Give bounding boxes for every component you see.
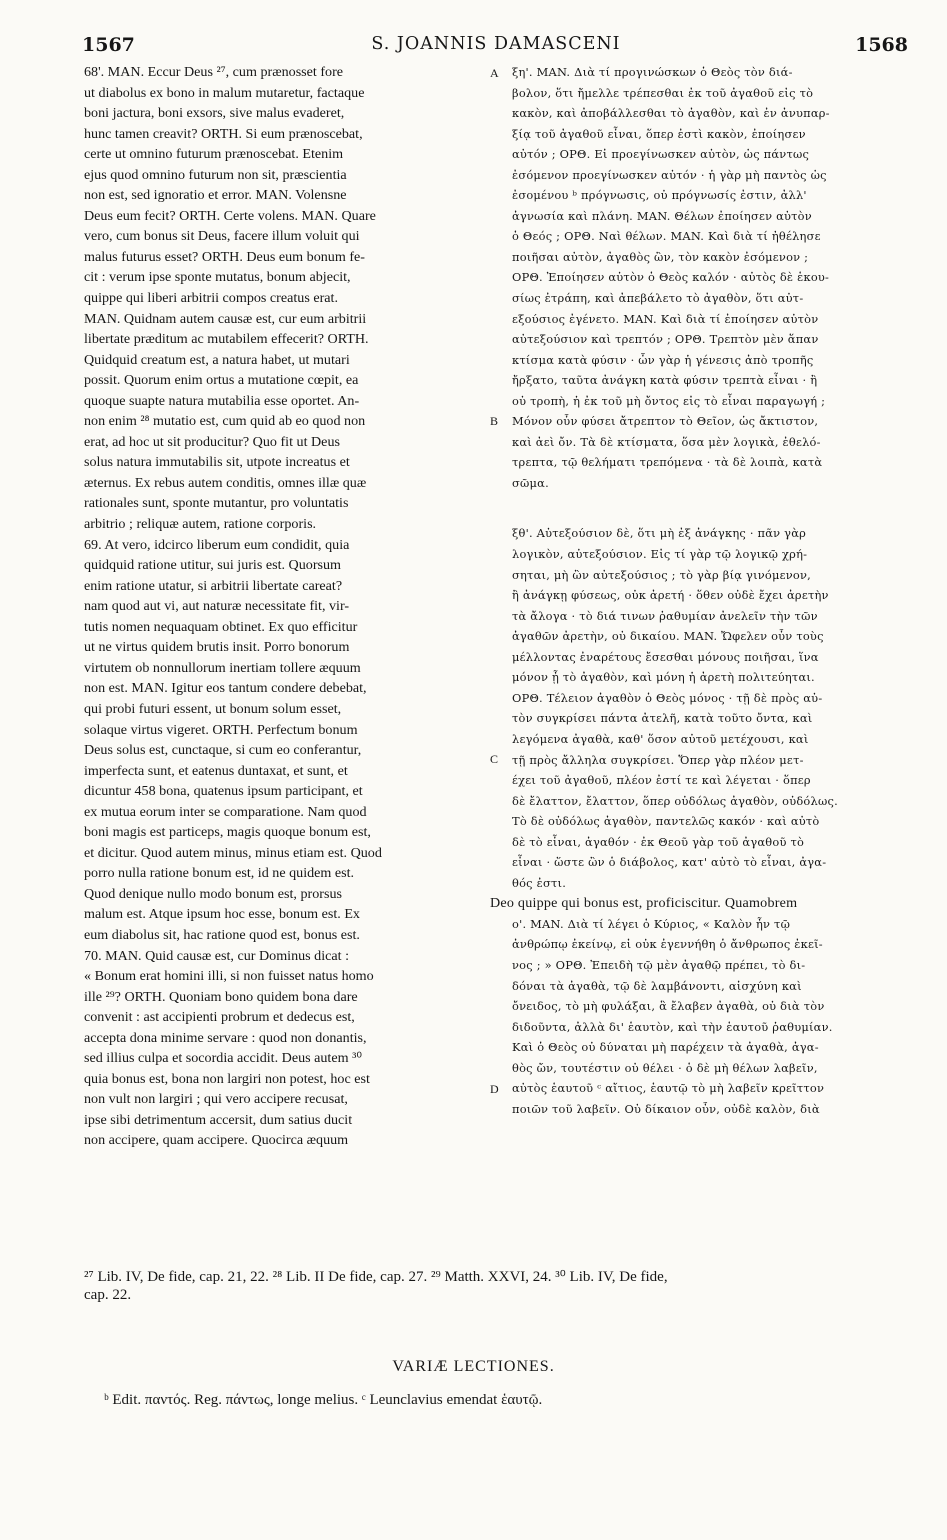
text-line: τὸν συγκρίσει πάντα ἀτελῆ, κατὰ τοῦτο ὄντα, καὶ	[512, 711, 813, 726]
text-line: ut diabolus ex bono in malum mutaretur, factaque	[84, 84, 365, 101]
text-line: λογικὸν, αὐτεξούσιον. Εἰς τί γὰρ τῷ λογικῷ χρή-	[512, 547, 808, 562]
text-line: ἀνθρώπῳ ἐκείνῳ, εἰ οὐκ ἐγεννήθη ὁ ἄνθρωπος ἐκεῖ-	[512, 937, 823, 952]
text-line: θὸς ὤν, τουτέστιν οὐ θέλει · ὁ δὲ μὴ θέλων λαβεῖν,	[512, 1060, 818, 1075]
text-line: ξη'. MAN. Διὰ τί προγινώσκων ὁ Θεὸς τὸν διά-	[512, 65, 793, 79]
text-line: κακὸν, καὶ ἀποβάλλεσθαι τὸ ἀγαθὸν, καὶ ἐν ἀνυπαρ-	[512, 106, 830, 121]
text-line: ΟΡΘ. Τέλειον ἀγαθὸν ὁ Θεὸς μόνος · τῇ δὲ πρὸς αὐ-	[512, 690, 823, 705]
text-line: Deus eum fecit? ORTH. Certe volens. MAN. Quare	[84, 207, 376, 224]
text-line: convenit : ast accipienti probrum et dedecus est,	[84, 1009, 355, 1026]
text-line: libertate præditum ac mutabilem effecerit? ORTH.	[84, 331, 369, 348]
text-line: boni jactura, boni exsors, sive malus evaderet,	[84, 105, 345, 122]
text-line: accepta dona minime servare : quod non donantis,	[84, 1029, 367, 1046]
text-line: nam quod aut vi, aut naturæ necessitate fit, vir-	[84, 598, 350, 615]
text-line: ὁ Θεός ; ΟΡΘ. Ναὶ θέλων. MAN. Καὶ διὰ τί ἠθέλησε	[512, 229, 821, 244]
text-line: virtutem ob nonnullorum inertiam tollere æquum	[84, 659, 361, 676]
greek-column	[490, 62, 912, 1119]
text-line: αὐτεξούσιον καὶ τρεπτόν ; ΟΡΘ. Τρεπτὸν μὲν ἅπαν	[512, 332, 819, 347]
text-line: καὶ ἀεὶ ὄν. Τὰ δὲ κτίσματα, ὅσα μὲν λογικὰ, ἐθελό-	[512, 434, 821, 449]
text-line: et dicitur. Quod autem minus, minus etiam est. Quod	[84, 844, 382, 861]
text-line: certe ut omnino futurum prænoscebat. Etenim	[84, 146, 344, 163]
text-line: imperfecta sunt, et eatenus duntaxat, et sunt, et	[84, 762, 348, 779]
text-line: νος ; » ΟΡΘ. Ἐπειδὴ τῷ μὲν ἀγαθῷ πρέπει, τὸ δι-	[512, 957, 806, 972]
text-line: εξούσιος ἐγένετο. MAN. Καὶ διὰ τί ἐποίησεν αὐτὸν	[512, 311, 819, 326]
text-line: διδοῦντα, ἀλλὰ δι' ἑαυτὸν, καὶ τὴν ἑαυτοῦ ῥαθυμίαν.	[512, 1019, 833, 1034]
text-line: ex mutua eorum inter se comparatione. Nam quod	[84, 803, 367, 820]
text-line: Quidquid creatum est, a natura habet, ut mutari	[84, 351, 350, 368]
text-line: ξθ'. Αὐτεξούσιον δὲ, ὅτι μὴ ἐξ ἀνάγκης · πᾶν γὰρ	[512, 526, 807, 541]
text-line: arbitrio ; reliquæ autem, ratione corporis.	[84, 516, 317, 533]
text-line: ποιῆσαι αὐτὸν, ἀγαθὸς ὢν, τὸν κακὸν ἐσόμενον ;	[512, 249, 809, 264]
footnote-line-1: ²⁷ Lib. IV, De fide, cap. 21, 22. ²⁸ Lib. II De fide, cap. 27. ²⁹ Matth. XXVI, 24. ³⁰ Lib. IV, De fide,	[84, 1269, 668, 1285]
text-line: ξίᾳ τοῦ ἀγαθοῦ εἶναι, ὅπερ ἐστὶ κακὸν, ἐποίησεν	[512, 126, 806, 141]
text-line: ἀγαθῶν ἀρετὴν, οὐ δικαίου. MAN. Ὤφελεν οὖν τοὺς	[512, 629, 824, 644]
text-line: malum est. Atque ipsum hoc esse, bonum est. Ex	[84, 906, 360, 923]
text-line: solaque virtus vigeret. ORTH. Perfectum bonum	[84, 721, 358, 738]
text-line: MAN. Quidnam autem causæ est, cur eum arbitrii	[84, 310, 367, 327]
text-line: δὲ ἔλαττον, ἔλαττον, ὅπερ οὐδόλως ἀγαθὸν, οὐδόλως.	[512, 793, 838, 808]
text-line: ο'. MAN. Διὰ τί λέγει ὁ Κύριος, « Καλὸν ἦν τῷ	[512, 916, 791, 931]
running-title: S. JOANNIS DAMASCENI	[371, 34, 621, 54]
text-line: hunc tamen creavit? ORTH. Si eum prænoscebat,	[84, 125, 363, 142]
text-line: οὐ τροπὴ, ἡ ἐκ τοῦ μὴ ὄντος εἰς τὸ εἶναι παραγωγή ;	[512, 393, 826, 408]
text-line: ἤρξατο, ταῦτα ἀνάγκη κατὰ φύσιν τρεπτὰ εἶναι · ἢ	[512, 373, 818, 388]
text-line: non accipere, quam accipere. Quocirca æquum	[84, 1132, 349, 1149]
margin-marker-c: C	[490, 752, 499, 766]
text-line: 70. MAN. Quid causæ est, cur Dominus dicat :	[84, 947, 350, 964]
margin-marker-d: D	[490, 1082, 499, 1096]
text-line: ille ²⁹? ORTH. Quoniam bono quidem bona dare	[84, 988, 358, 1005]
page-number-left: 1567	[82, 34, 135, 56]
text-line: vero, cum bonus sit Deus, facere illum voluit qui	[84, 228, 360, 245]
text-line: « Bonum erat homini illi, si non fuisset natus homo	[84, 968, 374, 985]
text-line: σηται, μὴ ὢν αὐτεξούσιος ; τὸ γὰρ βίᾳ γινόμενον,	[512, 567, 812, 582]
text-line: quia bonus est, bona non largiri non potest, hoc est	[84, 1070, 370, 1087]
text-line: non est, sed ignoratio et error. MAN. Volensne	[84, 187, 347, 204]
text-line: ut ne virtus quidem brutis insit. Porro bonorum	[84, 639, 350, 656]
text-line: τὰ ἄλογα · τὸ διά τινων ῥαθυμίαν ἀνελεῖν τὴν τῶν	[512, 608, 818, 623]
text-line: ejus quod omnino futurum non sit, præscientia	[84, 166, 347, 183]
text-line: non vult non largiri ; qui vero accipere recusat,	[84, 1091, 348, 1108]
text-line: solus natura immutabilis sit, utpote increatus et	[84, 454, 350, 471]
text-line: Καὶ ὁ Θεὸς οὐ δύναται μὴ παρέχειν τὰ ἀγαθὰ, ἀγα-	[512, 1040, 819, 1055]
footnote-line-2: cap. 22.	[84, 1287, 132, 1303]
text-line: Quod denique nullo modo bonum est, prorsus	[84, 885, 342, 902]
text-line: έχει τοῦ ἀγαθοῦ, πλέον ἐστί τε καὶ λέγεται · ὅπερ	[512, 773, 811, 788]
text-line: ποιῶν τοῦ λαβεῖν. Οὐ δίκαιον οὖν, οὐδὲ καλὸν, διὰ	[512, 1101, 820, 1116]
text-line: non enim ²⁸ mutatio est, cum quid ab eo quod non	[84, 413, 366, 430]
text-line: Μόνον οὖν φύσει ἄτρεπτον τὸ Θεῖον, ὡς ἄκτιστον,	[512, 414, 819, 429]
text-line: μέλλοντας ἐναρέτους ἔσεσθαι μόνους ποιῆσαι, ἵνα	[512, 649, 819, 664]
text-line: non est. MAN. Igitur eos tantum condere debebat,	[84, 680, 367, 697]
text-line: Τὸ δὲ οὐδόλως ἀγαθὸν, παντελῶς κακόν · καὶ αὐτὸ	[512, 814, 820, 829]
latin-continuation-line: Deo quippe qui bonus est, proficiscitur. Quamobrem	[490, 895, 798, 912]
text-line: ὄνειδος, τὸ μὴ φυλάξαι, ἃ ἔλαβεν ἀγαθὰ, οὐ διὰ τὸν	[512, 999, 825, 1014]
text-line: τρεπτα, τῷ θελήματι τρεπόμενα · τὰ δὲ λοιπὰ, κατὰ	[512, 455, 823, 470]
variae-lectiones-text: ᵇ Edit. παντός. Reg. πάντως, longe melius. ᶜ Leunclavius emendat ἑαυτῷ.	[104, 1392, 543, 1408]
text-line: Deus solus est, cunctaque, si cum eo conferantur,	[84, 742, 362, 759]
text-line: 69. At vero, idcirco liberum eum condidit, quia	[84, 536, 350, 553]
text-line: δόναι τὰ ἀγαθὰ, τῷ δὲ λαμβάνοντι, αἰσχύνη καὶ	[512, 978, 802, 993]
text-line: qui probi futuri essent, ut bonum solum esset,	[84, 700, 342, 717]
text-line: ἐσομένου ᵇ πρόγνωσις, οὐ πρόγνωσίς ἐστιν, ἀλλ'	[512, 188, 807, 203]
text-line: δὲ τὸ εἶναι, ἀγαθόν · ἐκ Θεοῦ γὰρ τοῦ ἀγαθοῦ τὸ	[512, 834, 805, 849]
text-line: quidquid ratione utitur, sui juris est. Quorsum	[84, 557, 342, 574]
text-line: rationales sunt, sponte mutantur, pro voluntatis	[84, 495, 349, 512]
text-line: eum diabolus sit, hac ratione quod est, bonus est.	[84, 926, 360, 943]
text-line: erat, ad hoc ut sit producitur? Quo fit ut Deus	[84, 433, 340, 450]
page-header	[78, 34, 914, 60]
text-line: λεγόμενα ἀγαθὰ, καθ' ὅσον αὐτοῦ μετέχουσι, καὶ	[512, 731, 809, 746]
margin-marker-a: A	[490, 66, 499, 80]
variae-lectiones-heading: VARIÆ LECTIONES.	[392, 1358, 555, 1375]
text-line: æternus. Ex rebus autem conditis, omnes illæ quæ	[84, 474, 367, 491]
text-line: sed illius culpa et socordia accidit. Deus autem ³⁰	[84, 1050, 362, 1067]
text-line: αὐτὸς ἑαυτοῦ ᶜ αἴτιος, ἑαυτῷ τὸ μὴ λαβεῖν κρεῖττον	[512, 1081, 825, 1096]
text-line: tutis nomen nequaquam obtinet. Ex quo efficitur	[84, 618, 358, 635]
text-line: κτίσμα κατὰ φύσιν · ὧν γὰρ ἡ γένεσις ἀπὸ τροπῆς	[512, 352, 814, 367]
text-line: ἢ ἀνάγκῃ φύσεως, οὐκ ἀρετή · ὅθεν οὐδὲ ἔχει ἀρετὴν	[512, 588, 829, 603]
text-line: ΟΡΘ. Ἐποίησεν αὐτὸν ὁ Θεὸς καλόν · αὐτὸς δὲ ἑκου-	[512, 270, 830, 285]
text-line: quippe qui liberi arbitrii compos creatus erat.	[84, 290, 338, 307]
text-line: porro nulla ratione bonum est, id ne quidem est.	[84, 865, 355, 882]
text-line: quoque suapte natura mutabilia esse oportet. An-	[84, 392, 360, 409]
text-line: αὐτόν ; ΟΡΘ. Εἰ προεγίνωσκεν αὐτὸν, ὡς πάντως	[512, 147, 810, 162]
text-line: boni magis est particeps, magis quoque bonum est,	[84, 824, 371, 841]
text-line: σῶμα.	[512, 475, 549, 490]
text-line: cit : verum ipse sponte mutatus, bonum abjecit,	[84, 269, 351, 286]
text-line: θός ἐστι.	[512, 875, 567, 890]
text-line: malus futurus esset? ORTH. Deus eum bonum fe-	[84, 248, 365, 265]
text-line: σίως ἐτράπη, καὶ ἀπεβάλετο τὸ ἀγαθὸν, ὅτι αὐτ-	[512, 291, 804, 306]
margin-marker-b: B	[490, 414, 499, 428]
text-line: ipse sibi detrimentum accersit, dum satius ducit	[84, 1111, 353, 1128]
text-line: dicuntur 458 bona, quatenus ipsum participant, et	[84, 783, 363, 800]
text-line: possit. Quorum enim ortus a mutatione cœpit, ea	[84, 372, 359, 389]
text-line: 68'. MAN. Eccur Deus ²⁷, cum prænosset fore	[84, 64, 344, 80]
text-line: βολον, ὅτι ἤμελλε τρέπεσθαι ἐκ τοῦ ἀγαθοῦ εἰς τὸ	[512, 85, 814, 100]
text-line: εἶναι · ὥστε ὢν ὁ διάβολος, κατ' αὐτὸ τὸ εἶναι, ἀγα-	[512, 855, 827, 870]
text-line: ἀγνωσία καὶ πλάνη. MAN. Θέλων ἐποίησεν αὐτὸν	[512, 208, 812, 223]
text-line: μόνον ᾖ τὸ ἀγαθὸν, καὶ μόνη ἡ ἀρετὴ πολιτεύηται.	[512, 670, 815, 685]
paragraph-gap	[512, 493, 912, 523]
page-number-right: 1568	[855, 34, 908, 56]
text-line: enim ratione utatur, si arbitrii libertate careat?	[84, 577, 343, 594]
footnotes	[84, 1268, 914, 1304]
text-line: τῇ πρὸς ἄλληλα συγκρίσει. Ὅπερ γὰρ πλέον μετ-	[512, 752, 804, 767]
text-line: ἐσόμενον προεγίνωσκεν αὐτόν · ἡ γὰρ μὴ παντὸς ὡς	[512, 167, 827, 182]
latin-column	[84, 62, 486, 1151]
